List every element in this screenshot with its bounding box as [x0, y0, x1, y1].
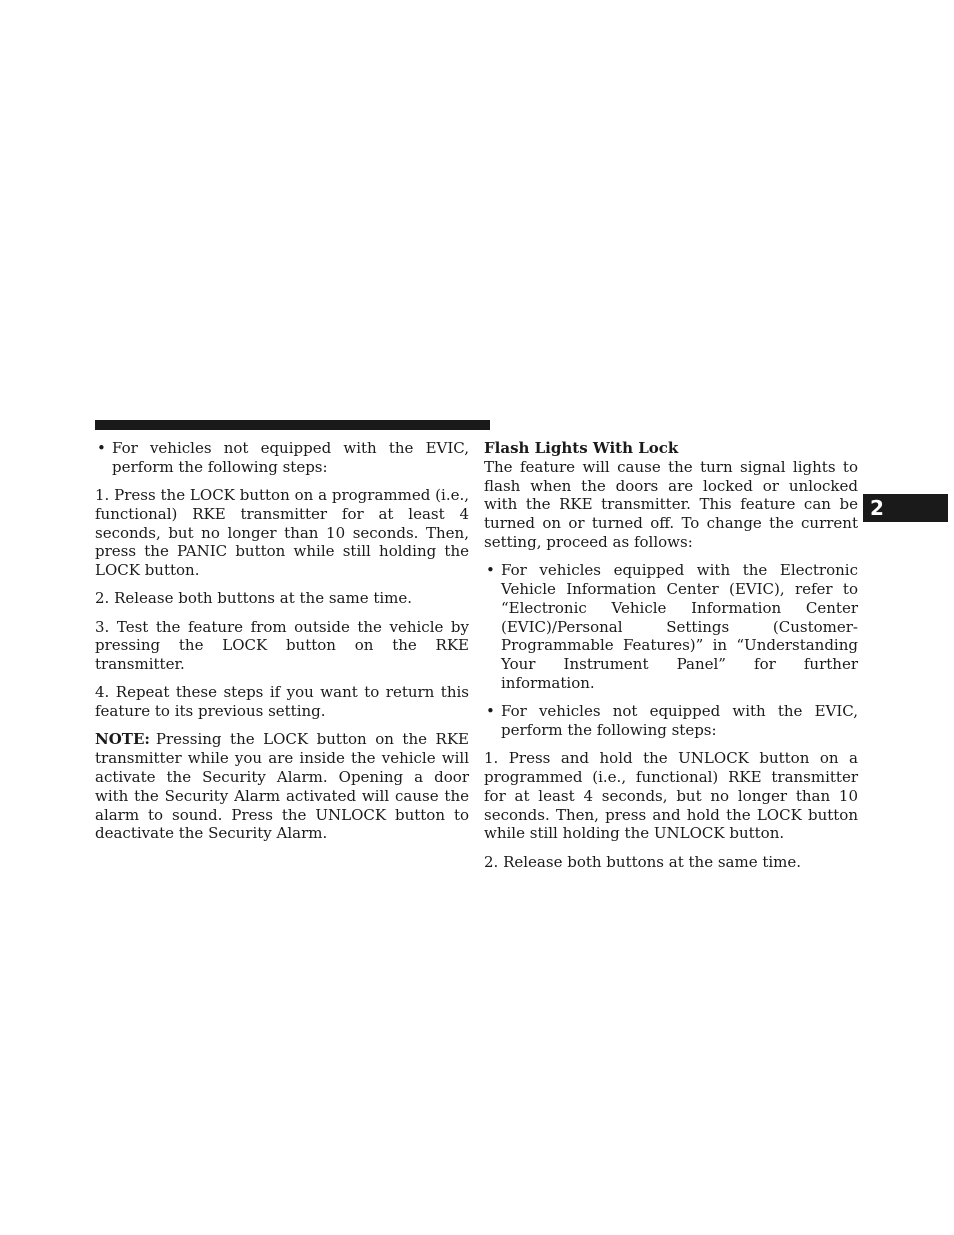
list-item	[95, 439, 469, 477]
bullet-text: For vehicles equipped with the Electronic Vehicle Information Center (EVIC), refer to “Electronic Vehicle Information Center (EVIC)/Personal Settings (Customer-Programmable Features)” in “Understanding Your Instrument Panel” for further information.	[501, 561, 858, 692]
step-1: 1. Press and hold the UNLOCK button on a programmed (i.e., functional) RKE transmitter for at least 4 seconds, but no longer than 10 seconds. Then, press and hold the LOCK button while still holding the UNLOCK button.	[484, 749, 858, 843]
bullet-text: For vehicles not equipped with the EVIC, perform the following steps:	[501, 702, 858, 739]
step-2: 2. Release both buttons at the same time.	[95, 589, 413, 608]
note-label: NOTE:	[95, 730, 150, 749]
list-item	[484, 561, 858, 693]
note	[95, 730, 469, 843]
bullet-icon: •	[486, 561, 495, 580]
step-2: 2. Release both buttons at the same time.	[484, 852, 802, 871]
step-1: 1. Press the LOCK button on a programmed (i.e., functional) RKE transmitter for at least 4 seconds, but no longer than 10 seconds. Then, press the PANIC button while still holding the LOCK button.	[95, 485, 469, 580]
chapter-tab: 2	[863, 494, 948, 522]
bullet-text: For vehicles not equipped with the EVIC, perform the following steps:	[112, 439, 469, 476]
step-3: 3. Test the feature from outside the vehicle by pressing the LOCK button on the RKE transmitter.	[95, 617, 469, 674]
bullet-icon: •	[97, 439, 106, 457]
left-column	[95, 439, 469, 852]
bullet-icon: •	[486, 702, 495, 721]
section-heading: Flash Lights With Lock	[484, 439, 679, 457]
note-text: Pressing the LOCK button on the RKE transmitter while you are inside the vehicle will activate the Security Alarm. Opening a door with the Security Alarm activated will cause the alarm to sound. Press the UNLOCK button to deactivate the Security Alarm.	[95, 730, 469, 843]
right-column	[484, 439, 858, 881]
step-4: 4. Repeat these steps if you want to return this feature to its previous setting.	[95, 683, 469, 721]
section-top-rule	[95, 420, 490, 430]
intro-paragraph: The feature will cause the turn signal lights to flash when the doors are locked or unlocked with the RKE transmitter. This feature can be turned on or turned off. To change the current setting, proceed as follows:	[484, 457, 858, 551]
list-item	[484, 702, 858, 740]
